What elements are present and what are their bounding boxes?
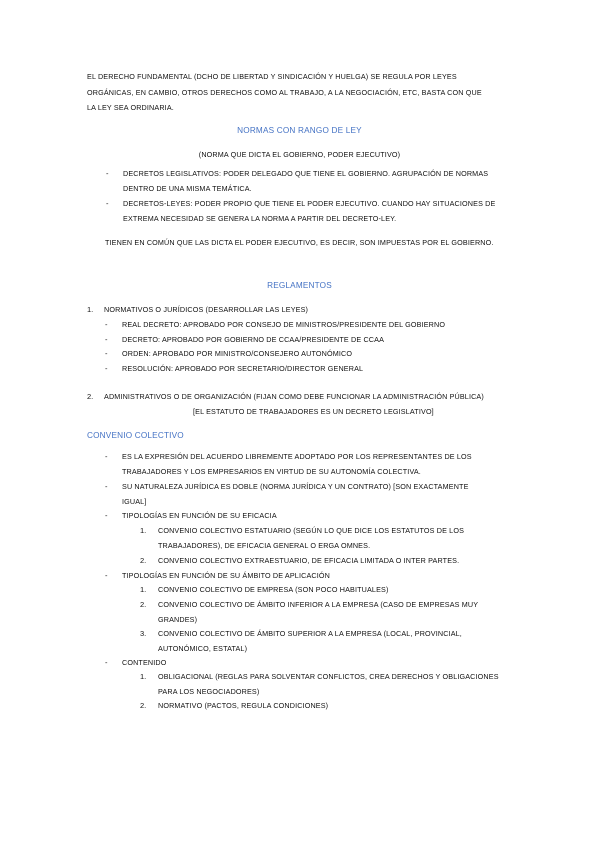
list-item: OBLIGACIONAL (REGLAS PARA SOLVENTAR CONFLICTOS, CREA DERECHOS Y OBLIGACIONES	[158, 672, 499, 681]
list-item: CONVENIO COLECTIVO ESTATUARIO (SEGÚN LO QUE DICE LOS ESTATUTOS DE LOS	[158, 526, 465, 535]
bullet-marker: -	[105, 335, 108, 344]
intro-line: ORGÁNICAS, EN CAMBIO, OTROS DERECHOS COMO AL TRABAJO, A LA NEGOCIACIÓN, ETC, BASTA CON QUE	[87, 88, 482, 97]
intro-line: EL DERECHO FUNDAMENTAL (DCHO DE LIBERTAD Y SINDICACIÓN Y HUELGA) SE REGULA POR LEYES	[87, 72, 457, 81]
list-number: 2.	[140, 701, 147, 710]
bullet-marker: -	[105, 482, 108, 491]
list-item: DENTRO DE UNA MISMA TEMÁTICA.	[123, 184, 252, 193]
list-number: 1.	[140, 585, 147, 594]
list-item: ORDEN: APROBADO POR MINISTRO/CONSEJERO AUTONÓMICO	[122, 349, 353, 358]
list-number: 2.	[140, 600, 147, 609]
list-item: TIPOLOGÍAS EN FUNCIÓN DE SU EFICACIA	[122, 511, 277, 520]
list-item: EXTREMA NECESIDAD SE GENERA LA NORMA A PARTIR DEL DECRETO-LEY.	[123, 214, 397, 223]
list-item: TRABAJADORES), DE EFICACIA GENERAL O ERGA OMNES.	[158, 541, 371, 550]
bullet-marker: -	[105, 511, 108, 520]
bullet-marker: -	[105, 571, 108, 580]
list-item: PARA LOS NEGOCIADORES)	[158, 687, 260, 696]
list-item: CONVENIO COLECTIVO DE ÁMBITO SUPERIOR A LA EMPRESA (LOCAL, PROVINCIAL,	[158, 629, 462, 638]
list-item: CONVENIO COLECTIVO DE EMPRESA (SON POCO HABITUALES)	[158, 585, 389, 594]
list-item: CONTENIDO	[122, 658, 167, 667]
list-item: SU NATURALEZA JURÍDICA ES DOBLE (NORMA JURÍDICA Y UN CONTRATO) [SON EXACTAMENTE	[122, 482, 469, 491]
list-item: DECRETO: APROBADO POR GOBIERNO DE CCAA/PRESIDENTE DE CCAA	[122, 335, 385, 344]
list-item: AUTONÓMICO, ESTATAL)	[158, 644, 248, 653]
intro-line: LA LEY SEA ORDINARIA.	[87, 103, 174, 112]
list-number: 3.	[140, 629, 147, 638]
bullet-marker: -	[105, 364, 108, 373]
bullet-marker: -	[105, 349, 108, 358]
list-item: CONVENIO COLECTIVO EXTRAESTUARIO, DE EFICACIA LIMITADA O INTER PARTES.	[158, 556, 460, 565]
bullet-marker: -	[105, 452, 108, 461]
reglamentos-note: [EL ESTATUTO DE TRABAJADORES ES UN DECRETO LEGISLATIVO]	[193, 407, 434, 416]
list-item: RESOLUCIÓN: APROBADO POR SECRETARIO/DIRECTOR GENERAL	[122, 364, 364, 373]
list-item: CONVENIO COLECTIVO DE ÁMBITO INFERIOR A LA EMPRESA (CASO DE EMPRESAS MUY	[158, 600, 479, 609]
section-heading-normas: NORMAS CON RANGO DE LEY	[237, 126, 362, 135]
list-number: 1.	[140, 672, 147, 681]
bullet-marker: -	[106, 199, 109, 208]
list-item: NORMATIVOS O JURÍDICOS (DESARROLLAR LAS LEYES)	[104, 305, 309, 314]
list-item: DECRETOS LEGISLATIVOS: PODER DELEGADO QUE TIENE EL GOBIERNO. AGRUPACIÓN DE NORMAS	[123, 169, 489, 178]
list-item: DECRETOS-LEYES: PODER PROPIO QUE TIENE EL PODER EJECUTIVO. CUANDO HAY SITUACIONES DE	[123, 199, 496, 208]
list-item: TIPOLOGÍAS EN FUNCIÓN DE SU ÁMBITO DE APLICACIÓN	[122, 571, 330, 580]
bullet-marker: -	[105, 320, 108, 329]
section-heading-convenio: CONVENIO COLECTIVO	[87, 431, 184, 440]
section-heading-reglamentos: REGLAMENTOS	[267, 281, 332, 290]
list-number: 1.	[140, 526, 147, 535]
bullet-marker: -	[105, 658, 108, 667]
normas-subtitle: (NORMA QUE DICTA EL GOBIERNO, PODER EJECUTIVO)	[198, 150, 401, 159]
list-item: ES LA EXPRESIÓN DEL ACUERDO LIBREMENTE ADOPTADO POR LOS REPRESENTANTES DE LOS	[122, 452, 472, 461]
normas-closing: TIENEN EN COMÚN QUE LAS DICTA EL PODER EJECUTIVO, ES DECIR, SON IMPUESTAS POR EL GOBIERNO.	[105, 238, 494, 247]
list-number: 2.	[87, 392, 94, 401]
list-number: 1.	[87, 305, 94, 314]
list-item: NORMATIVO (PACTOS, REGULA CONDICIONES)	[158, 701, 329, 710]
list-number: 2.	[140, 556, 147, 565]
list-item: TRABAJADORES Y LOS EMPRESARIOS EN VIRTUD DE SU AUTONOMÍA COLECTIVA.	[122, 467, 421, 476]
list-item: ADMINISTRATIVOS O DE ORGANIZACIÓN (FIJAN COMO DEBE FUNCIONAR LA ADMINISTRACIÓN PÚBLICA)	[104, 392, 484, 401]
bullet-marker: -	[106, 169, 109, 178]
list-item: IGUAL]	[122, 497, 147, 506]
list-item: GRANDES)	[158, 615, 198, 624]
list-item: REAL DECRETO: APROBADO POR CONSEJO DE MINISTROS/PRESIDENTE DEL GOBIERNO	[122, 320, 446, 329]
